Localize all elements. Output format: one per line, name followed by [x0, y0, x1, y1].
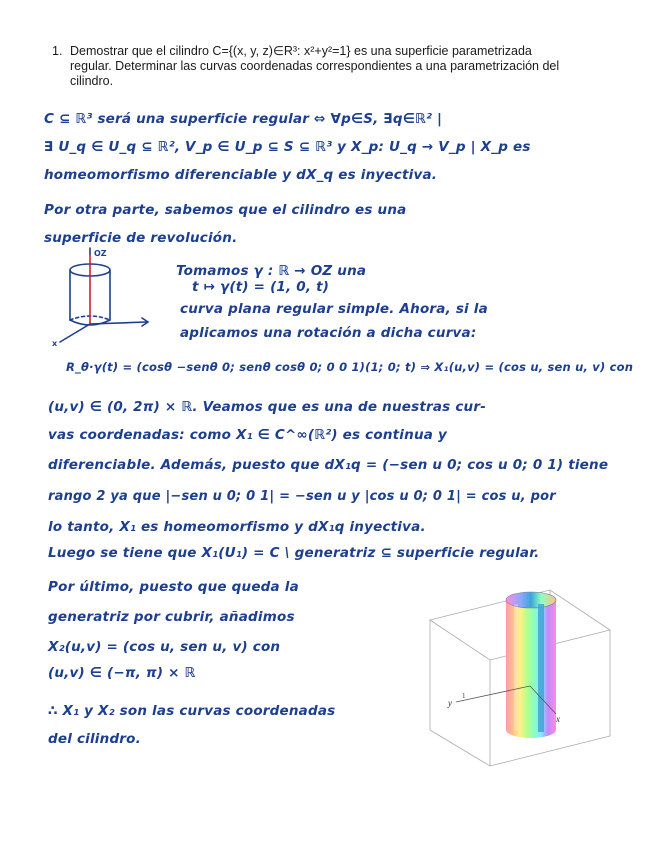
exercise-statement	[52, 44, 572, 89]
sketch-x-label: x	[52, 339, 58, 348]
hw-line-9: aplicamos una rotación a dicha curva:	[180, 325, 477, 341]
hw-line-19: X₂(u,v) = (cos u, sen u, v) con	[48, 639, 281, 655]
plot-tick-label: 1	[462, 692, 466, 700]
hw-line-22: del cilindro.	[48, 731, 141, 747]
sketch-oz-label: OZ	[94, 249, 107, 258]
hw-line-14: rango 2 ya que |−sen u 0; 0 1| = −sen u y |cos u 0; 0 1| = cos u, por	[48, 489, 556, 504]
plot-y-label: y	[448, 698, 452, 708]
hw-line-4: Por otra parte, sabemos que el cilindro es una	[44, 202, 407, 218]
hw-line-3: homeomorfismo diferenciable y dX_q es inyectiva.	[44, 167, 438, 183]
hw-line-17: Por último, puesto que queda la	[48, 579, 299, 595]
hw-line-5: superficie de revolución.	[44, 230, 238, 246]
hw-line-10: R_θ·γ(t) = (cosθ −senθ 0; senθ cosθ 0; 0 0 1)(1; 0; t) ⇒ X₁(u,v) = (cos u, sen u, v) con	[66, 360, 634, 374]
hw-line-8: curva plana regular simple. Ahora, si la	[180, 301, 488, 317]
hw-line-18: generatriz por cubrir, añadimos	[48, 609, 295, 625]
hw-line-12: vas coordenadas: como X₁ ∈ C^∞(ℝ²) es continua y	[48, 427, 447, 443]
cylinder-sketch	[46, 246, 170, 350]
hw-line-2: ∃ U_q ∈ U_q ⊆ ℝ², V_p ∈ U_p ⊆ S ⊆ ℝ³ y X_p: U_q → V_p | X_p es	[44, 139, 531, 155]
hw-line-6: Tomamos γ : ℝ → OZ una	[176, 263, 367, 279]
hw-line-13: diferenciable. Además, puesto que dX₁q = (−sen u 0; cos u 0; 0 1) tiene	[48, 457, 609, 473]
hw-line-11: (u,v) ∈ (0, 2π) × ℝ. Veamos que es una de nuestras cur-	[48, 399, 486, 415]
exercise-number: 1.	[52, 44, 63, 58]
hw-line-7: t ↦ γ(t) = (1, 0, t)	[192, 279, 330, 295]
hw-line-15: lo tanto, X₁ es homeomorfismo y dX₁q inyectiva.	[48, 519, 426, 535]
hw-line-1: C ⊆ ℝ³ será una superficie regular ⇔ ∀p∈S, ∃q∈ℝ² |	[44, 111, 443, 127]
exercise-text: Demostrar que el cilindro C={(x, y, z)∈R³: x²+y²=1} es una superficie parametrizada regular. Determinar las curvas coordenadas correspondientes a una parametrización del cilindro.	[70, 44, 560, 88]
hw-line-16: Luego se tiene que X₁(U₁) = C \ generatriz ⊆ superficie regular.	[48, 545, 540, 561]
plot-x-label: x	[556, 714, 560, 724]
cylinder-3d-plot	[420, 570, 620, 770]
cylinder-surface	[506, 592, 556, 738]
hw-line-21: ∴ X₁ y X₂ son las curvas coordenadas	[48, 703, 336, 719]
hw-line-20: (u,v) ∈ (−π, π) × ℝ	[48, 665, 196, 681]
